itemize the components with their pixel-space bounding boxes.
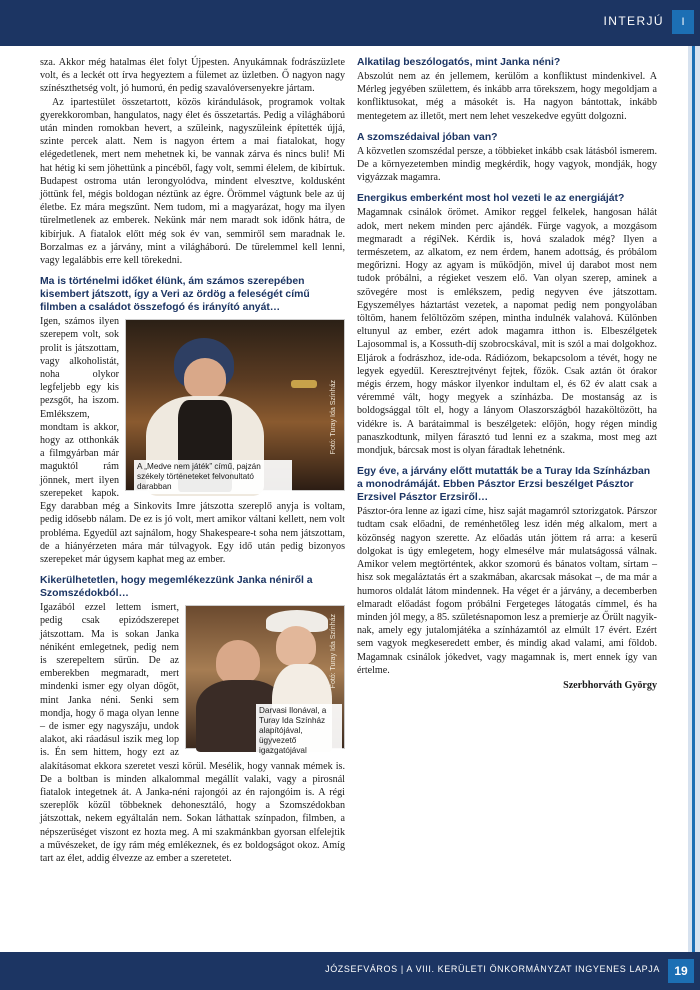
section-label: INTERJÚ [603,14,664,28]
photo-caption: Darvasi Ilonával, a Turay Ida Színház alapítójával, ügyvezető igazgatójával [256,704,342,758]
publication-name: JÓZSEFVÁROS | A VIII. KERÜLETI ÖNKORMÁNYZAT INGYENES LAPJA [325,964,660,974]
page-number: 19 [668,959,694,983]
paragraph: Pásztor-óra lenne az igazi címe, hisz saját magamról sztorizgatok. Párszor tudtam csak előadni, de reménhetőleg lesz idén még alkalom, mert a közönség nagyon szerette. Az előadás után jöttem rá arra: a keserű dolgokat is úgy emlegetem, hogy elmesélve már mulatságossá válnak. Amikor velem megtörténtek, akkor szomorú és bánatos voltam, sírtam – hisz sok megaláztatás ért a szakmában, akarcsak másokat –, de ma már a humoros oldalát látom mindennek. Ha véget ér a járvány, a decemberben elmaradt előadást fogom próbálni Fergeteges látogatás címmel, és ha minden jól megy, a 85. születésnapomon lesz a premierje az Őrült nagyik-nak, amely egy jutalomjátéka a színházamtól az elmúlt 17 évért. Ezért sem vagyok megkeseredett ember, és mindig akad valami, ami földob. Magamnak csinálok jókedvet, vagy magamnak is, mert ennek így van értelme. [357,506,657,676]
paragraph: Igen, számos ilyen szerepem volt, sok prolit is játszottam, vagy alkoholistát, noha olykor legfeljebb egy kis pezsgőt, ha iszom. Emlékszem, mondtam is akkor, hogy az otthonkák a filmgyárban már maguktól rám jönnek, mert ilyen szerepeket kapok. Egy darabban még a Sinkovits Imre játszotta szereplő anyja is voltam, pedig idősebb nálam. De ez is jó volt, mert amikor váltani kellett, nem volt probléma. Egyedül azt sajnálom, hogy Shakespeare-t soha nem játszottam, de a hiányérzeten mára már túlvagyok. Egy idő után pedig bizonyos szerepeket már úgysem kaphat meg az ember. [40,316,345,565]
photo-credit: Fotó: Turay Ida Színház [329,614,337,689]
paragraph: A közvetlen szomszédal persze, a többieket inkább csak látásból ismerem. De a környezetemben mindig megkérdik, hogy vagyok, mondják, hogy vigyázzak magamra. [357,145,657,184]
right-column [357,56,657,692]
photo-with-director [185,605,345,756]
paragraph: Magamnak csinálok örömet. Amikor reggel felkelek, hangosan hálát adok, mert nekem minden perc ajándék. Fürge vagyok, a mozgásom megmaradt a régiNek. Kérdik is, hová szaladok még? Ilyen a természetem, az alkatom, ez nem érdem, hanem adottság, és próbálom megőrizni. Hogy az agyam is működjön, mivel új darabot most nem tudok próbálni, a régieket veszem elő. Van olyan szerep, aminek a szövegére most is emlékszem, pedig negyven éve játszottam. Egyszemélyes háztartást vezetek, a napomat pedig nem pongyolában töltöm, hanem felöltözöm szépen, mintha indulnék valahová. Különben eltunyul az ember, ezért adok magamra itthon is. Elbeszélgetek Lajosommal is, a Kossuth-díj szobrocskával, mit is szól a mai dolgokhoz. Eljárok a fodrászhoz, ide-oda. Rádiózom, bekapcsolom a tévét, hogy ne legyek egyedül. Keresztrejtvényt fejtek, főzök. Csak aztán öt órakor mégis érzem, hogy máskor ilyenkor indultam el, és 62 év alatt csak a véremmé vált, hogy megyek a színházba. De mostanság az is boldogsággal tölt el, hogy a lányom Olaszországból hazaköltözött, ha vidékre is. A barátaimmal is beszélgetek: előjön, hogy régen mindig panaszkodtunk, milyen fárasztó tud lenni ez a szakma, most meg azt mondjuk, bárcsak most is olyan fáradtak lehetnénk. [357,207,657,457]
key-prop-shape [291,380,317,388]
paragraph: Igazából ezzel lettem ismert, pedig csak epizódszerepet játszottam. Ma is sokan Janka néniként emlegetnek, pedig nem is szerepeltem sűrűn. De az emberekben megmaradt, mert mindenki ismer egy olyan dögöt, mint Janka néni. Senki sem mondja, hogy ő maga olyan lenne – de ismer egy nagyszáju, undok alakot, aki ráadásul iszik meg lop is. Én sem hittem, hogy ezt az alakításomat ekkora szeretet veszi körül. Mesélik, hogy vannak mémek is. De a boltban is minden alkalommal megállít valaki, vagy a pirosnál fiatalok integetnek át. A Janka-néni rajongói az én rajongóim is. A régi szereplők közül többeknek dehonesztáló, hogy a Szomszédokban játszottak, nekem egyáltalán nem. Sokan láthattak színpadon, filmben, a népszerűséget viszont ez hozta meg. A mi szakmánkban gyorsan elfelejtik a művészeket, de így rám még emlékeznek, és ez boldogságot okoz. Amíg tart az élet, addig élvezze az ember a szeretetet. [40,602,345,864]
face-shape [216,640,260,684]
left-column [40,56,345,865]
interview-question: Kikerülhetetlen, hogy megemlékezzünk Janka néniről a Szomszédokból… [40,575,313,600]
interview-question: Energikus emberként most hol vezeti le az energiáját? [357,193,625,205]
face-shape [276,626,316,666]
interview-question: A szomszédaival jóban van? [357,131,498,143]
interview-question: Ma is történelmi időket élünk, ám számos szerepében kisembert játszott, így a Veri az ördög a feleségét című filmben a családot összefogó és irányító anyát… [40,276,310,314]
face-shape [184,358,226,398]
paragraph: Az ipartestület összetartott, közös kirándulások, programok voltak gyerekkoromban, hangulatos, nagy élet és összetartás. Pedig a világháború után minden romokban hevert, a szüleink, nagyszüleink építették újjá, szinte percek alatt. Nem is nagyon értem a mai fiatalokat, hogy elégedetlenek, mert nem mehetnek ki, be vannak zárva és nincs buli! Mi hat hétig ki sem jöhettünk a pincéből, fagy volt, semmi élelem, de kibírtuk. Budapest ostroma után lerongyolódva, mindent elvesztve, koldusként jöttünk fel, mégis boldogan néztünk az égre. Örömmel vágtunk bele az új életbe. Ez mára megszűnt. Nem tudom, mi a magyarázat, hogy ma ilyen türelmetlenek az emberek. Nekünk már nem maradt sok időnk hátra, de kibírjuk. A fiatalok előtt még sok év van, semmiről sem maradnak le. Borzalmas ez a járvány, mint a világháború. De türelemmel kell lenni, vagy legalábbis erre kell törekedni. [40,96,345,267]
paragraph: Abszolút nem az én jellemem, kerülöm a konfliktust mindenkivel. A Mérleg jegyében születtem, és inkább arra törekszem, hogy megoldjam a konfliktusokat, még a másokét is. Ha nagyon bántottak, inkább mentegetem az illetőt, mert nem lehet veszekedve együtt dolgozni. [357,71,657,122]
interview-question: Alkatilag beszólogatós, mint Janka néni? [357,57,561,68]
photo-credit: Fotó: Turay Ida Színház [329,380,337,455]
paragraph: sza. Akkor még hatalmas élet folyt Újpesten. Anyukámnak fodrászüzlete volt, és a leckét ott írva hegyeztem a fülemet az üzletben. Ő nagyon nagy színészthetség volt, jó humorú, én pedig szavalóversenyekre jártam. [40,57,345,95]
photo-caption: A „Medve nem játék” című, pajzán székely történeteket felvonultató darabban [134,460,292,494]
photo-stage-performance [125,319,345,491]
footer-bar [0,952,700,990]
interview-question: Egy éve, a járvány előtt mutatták be a Turay Ida Színházban a monodrámáját. Ebben Pásztor Erzsi beszélget Pásztor Erzsivel Pásztor Erzsiről… [357,466,651,504]
side-stripe [688,46,700,952]
author-signature: Szerbhorváth György [563,679,657,691]
section-marker: I [672,10,694,34]
header-bar [0,0,700,46]
